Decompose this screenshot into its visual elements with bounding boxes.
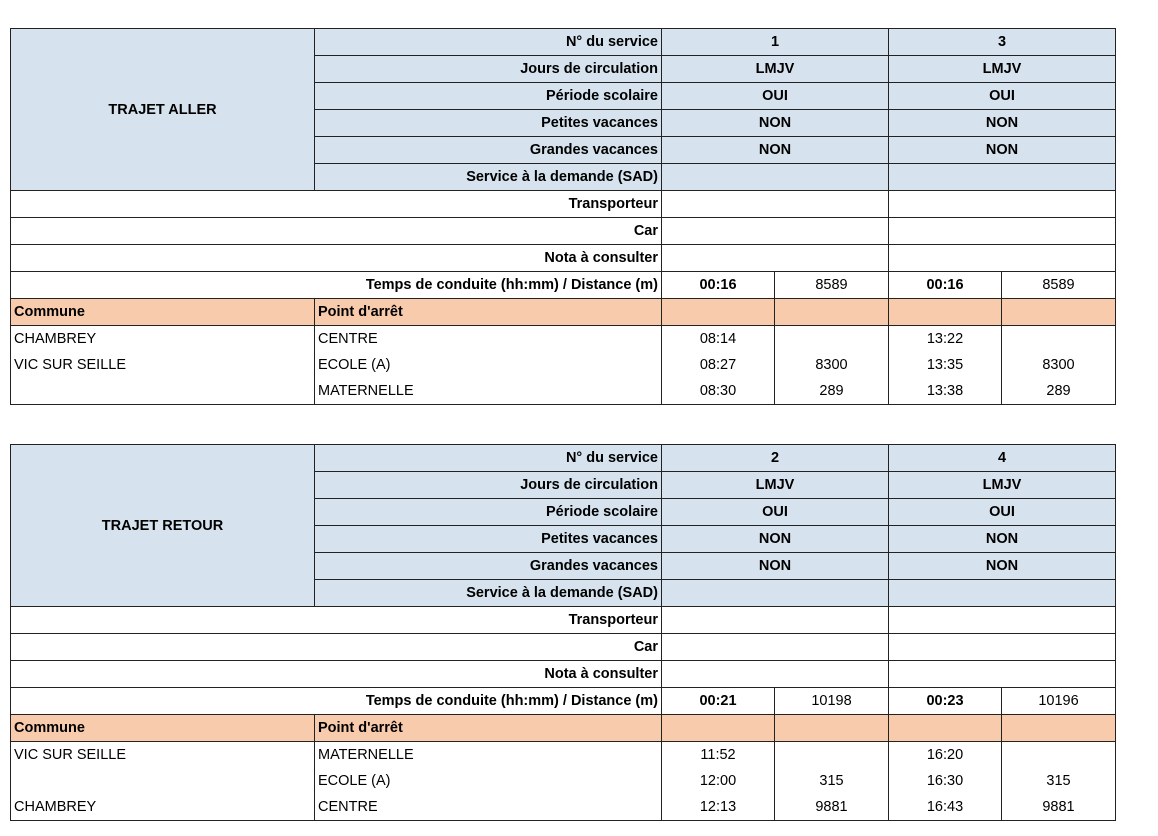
time-cell: 13:22 (889, 326, 1002, 353)
grandes-value: NON (662, 553, 889, 580)
distance-cell: 9881 (1002, 794, 1116, 821)
label-transporteur: Transporteur (11, 607, 662, 634)
car-value (889, 218, 1116, 245)
car-value (662, 634, 889, 661)
header-empty (889, 299, 1002, 326)
distance-cell: 315 (1002, 768, 1116, 794)
row-nota (11, 245, 1116, 272)
commune-cell (11, 768, 315, 794)
label-jours: Jours de circulation (315, 472, 662, 499)
petites-value: NON (662, 526, 889, 553)
periode-value: OUI (662, 83, 889, 110)
distance-cell: 8300 (775, 352, 889, 378)
time-cell: 08:30 (662, 378, 775, 405)
header-empty (662, 715, 775, 742)
label-sad: Service à la demande (SAD) (315, 164, 662, 191)
jours-value: LMJV (889, 472, 1116, 499)
temps-value: 00:21 (662, 688, 775, 715)
grandes-value: NON (889, 553, 1116, 580)
service-num: 4 (889, 445, 1116, 472)
distance-value: 8589 (1002, 272, 1116, 299)
distance-cell: 289 (1002, 378, 1116, 405)
row-service (11, 445, 1116, 472)
transporteur-value (889, 191, 1116, 218)
distance-value: 10196 (1002, 688, 1116, 715)
time-cell: 13:35 (889, 352, 1002, 378)
jours-value: LMJV (662, 472, 889, 499)
time-cell: 16:43 (889, 794, 1002, 821)
timetable-aller (10, 28, 1116, 405)
service-num: 1 (662, 29, 889, 56)
row-transporteur (11, 191, 1116, 218)
service-num: 3 (889, 29, 1116, 56)
header-point: Point d'arrêt (315, 715, 662, 742)
sad-value (889, 580, 1116, 607)
label-transporteur: Transporteur (11, 191, 662, 218)
label-nota: Nota à consulter (11, 245, 662, 272)
table-row (11, 378, 1116, 405)
label-service: N° du service (315, 445, 662, 472)
label-temps: Temps de conduite (hh:mm) / Distance (m) (11, 688, 662, 715)
car-value (889, 634, 1116, 661)
time-cell: 08:27 (662, 352, 775, 378)
petites-value: NON (889, 110, 1116, 137)
distance-cell (1002, 742, 1116, 769)
jours-value: LMJV (889, 56, 1116, 83)
point-cell: ECOLE (A) (315, 768, 662, 794)
nota-value (662, 661, 889, 688)
header-commune: Commune (11, 715, 315, 742)
point-cell: CENTRE (315, 794, 662, 821)
time-cell: 13:38 (889, 378, 1002, 405)
header-empty (775, 299, 889, 326)
label-periode: Période scolaire (315, 83, 662, 110)
row-car (11, 218, 1116, 245)
header-empty (1002, 715, 1116, 742)
label-service: N° du service (315, 29, 662, 56)
sad-value (662, 164, 889, 191)
sad-value (662, 580, 889, 607)
distance-cell (775, 326, 889, 353)
table-row (11, 742, 1116, 769)
transporteur-value (662, 191, 889, 218)
header-commune: Commune (11, 299, 315, 326)
row-service (11, 29, 1116, 56)
transporteur-value (889, 607, 1116, 634)
commune-cell: VIC SUR SEILLE (11, 352, 315, 378)
distance-cell: 9881 (775, 794, 889, 821)
label-periode: Période scolaire (315, 499, 662, 526)
table-title: TRAJET ALLER (11, 29, 315, 191)
label-grandes: Grandes vacances (315, 553, 662, 580)
header-empty (1002, 299, 1116, 326)
row-nota (11, 661, 1116, 688)
header-empty (889, 715, 1002, 742)
sad-value (889, 164, 1116, 191)
temps-value: 00:16 (889, 272, 1002, 299)
label-petites: Petites vacances (315, 526, 662, 553)
row-columns-header (11, 299, 1116, 326)
service-num: 2 (662, 445, 889, 472)
table-row (11, 352, 1116, 378)
temps-value: 00:16 (662, 272, 775, 299)
petites-value: NON (662, 110, 889, 137)
label-grandes: Grandes vacances (315, 137, 662, 164)
header-empty (775, 715, 889, 742)
periode-value: OUI (889, 83, 1116, 110)
time-cell: 12:00 (662, 768, 775, 794)
row-temps (11, 688, 1116, 715)
row-transporteur (11, 607, 1116, 634)
periode-value: OUI (662, 499, 889, 526)
timetable-retour (10, 444, 1116, 821)
commune-cell (11, 378, 315, 405)
periode-value: OUI (889, 499, 1116, 526)
commune-cell: CHAMBREY (11, 794, 315, 821)
label-car: Car (11, 634, 662, 661)
grandes-value: NON (662, 137, 889, 164)
jours-value: LMJV (662, 56, 889, 83)
table-row (11, 794, 1116, 821)
commune-cell: VIC SUR SEILLE (11, 742, 315, 769)
nota-value (889, 661, 1116, 688)
transporteur-value (662, 607, 889, 634)
point-cell: MATERNELLE (315, 742, 662, 769)
time-cell: 11:52 (662, 742, 775, 769)
row-columns-header (11, 715, 1116, 742)
distance-value: 10198 (775, 688, 889, 715)
grandes-value: NON (889, 137, 1116, 164)
label-temps: Temps de conduite (hh:mm) / Distance (m) (11, 272, 662, 299)
nota-value (662, 245, 889, 272)
time-cell: 12:13 (662, 794, 775, 821)
time-cell: 08:14 (662, 326, 775, 353)
point-cell: CENTRE (315, 326, 662, 353)
table-title: TRAJET RETOUR (11, 445, 315, 607)
table-row (11, 326, 1116, 353)
time-cell: 16:20 (889, 742, 1002, 769)
distance-cell: 8300 (1002, 352, 1116, 378)
distance-cell (1002, 326, 1116, 353)
row-temps (11, 272, 1116, 299)
commune-cell: CHAMBREY (11, 326, 315, 353)
petites-value: NON (889, 526, 1116, 553)
distance-cell (775, 742, 889, 769)
label-nota: Nota à consulter (11, 661, 662, 688)
nota-value (889, 245, 1116, 272)
point-cell: ECOLE (A) (315, 352, 662, 378)
car-value (662, 218, 889, 245)
table-row (11, 768, 1116, 794)
point-cell: MATERNELLE (315, 378, 662, 405)
distance-value: 8589 (775, 272, 889, 299)
label-petites: Petites vacances (315, 110, 662, 137)
label-jours: Jours de circulation (315, 56, 662, 83)
label-car: Car (11, 218, 662, 245)
temps-value: 00:23 (889, 688, 1002, 715)
distance-cell: 289 (775, 378, 889, 405)
distance-cell: 315 (775, 768, 889, 794)
header-empty (662, 299, 775, 326)
row-car (11, 634, 1116, 661)
header-point: Point d'arrêt (315, 299, 662, 326)
label-sad: Service à la demande (SAD) (315, 580, 662, 607)
time-cell: 16:30 (889, 768, 1002, 794)
